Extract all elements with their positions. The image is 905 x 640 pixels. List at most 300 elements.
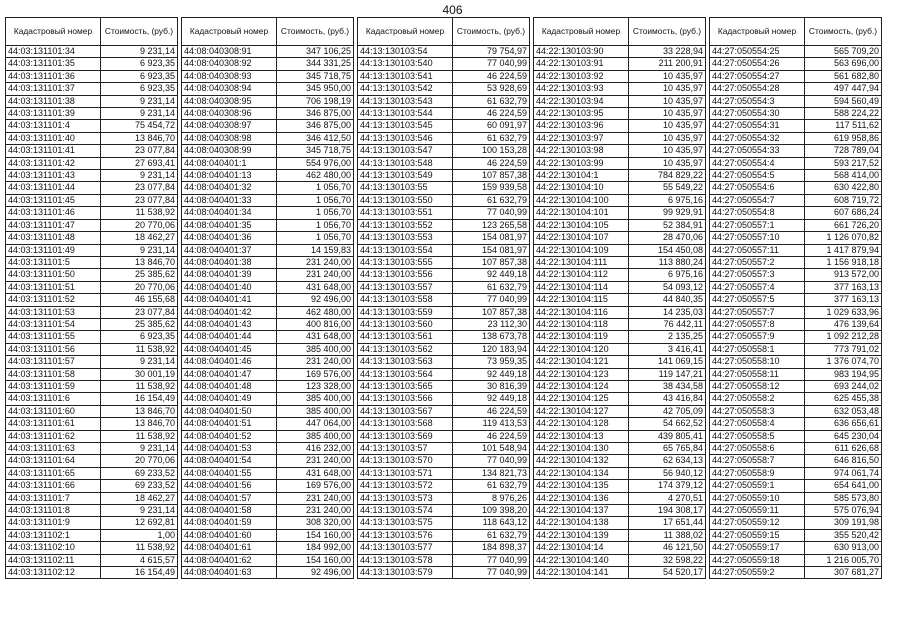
cadastral-number-cell: 44:13:130103:561: [358, 331, 453, 343]
cadastral-number-cell: 44:27:050554:27: [710, 70, 805, 82]
cadastral-number-cell: 44:13:130103:555: [358, 256, 453, 268]
table-row: [358, 232, 530, 244]
cost-cell: 194 308,17: [629, 505, 706, 517]
header-row: [534, 18, 706, 46]
cadastral-number-cell: 44:03:131101:4: [6, 120, 101, 132]
table-row: [6, 455, 178, 467]
cadastral-number-cell: 44:03:131101:50: [6, 269, 101, 281]
cost-cell: 6 923,35: [101, 70, 178, 82]
cadastral-number-cell: 44:22:130103:94: [534, 95, 629, 107]
cadastral-number-cell: 44:13:130103:550: [358, 194, 453, 206]
cost-cell: 53 928,69: [453, 83, 530, 95]
cadastral-number-cell: 44:27:050554:8: [710, 207, 805, 219]
cadastral-number-cell: 44:08:040401:42: [182, 306, 277, 318]
table-row: [534, 281, 706, 293]
cadastral-number-cell: 44:27:050558:10: [710, 356, 805, 368]
table-row: [710, 455, 882, 467]
table-row: [182, 95, 354, 107]
cost-cell: 109 398,20: [453, 505, 530, 517]
cadastral-number-cell: 44:03:131101:41: [6, 145, 101, 157]
cadastral-number-cell: 44:13:130103:557: [358, 281, 453, 293]
cadastral-number-cell: 44:03:131101:60: [6, 405, 101, 417]
cadastral-number-cell: 44:13:130103:55: [358, 182, 453, 194]
cost-cell: 154 160,00: [277, 529, 354, 541]
cadastral-number-cell: 44:27:050559:12: [710, 517, 805, 529]
table-row: [6, 480, 178, 492]
cadastral-number-cell: 44:08:040401:44: [182, 331, 277, 343]
table-row: [534, 256, 706, 268]
cost-cell: 497 447,94: [805, 83, 882, 95]
table-row: [6, 294, 178, 306]
cost-cell: 54 093,12: [629, 281, 706, 293]
cadastral-number-cell: 44:08:040308:98: [182, 132, 277, 144]
cadastral-number-cell: 44:22:130103:95: [534, 108, 629, 120]
cadastral-number-cell: 44:13:130103:546: [358, 132, 453, 144]
table-row: [534, 492, 706, 504]
cost-cell: 54 662,52: [629, 418, 706, 430]
cadastral-number-cell: 44:08:040308:92: [182, 58, 277, 70]
table-row: [6, 368, 178, 380]
cadastral-number-cell: 44:27:050558:9: [710, 467, 805, 479]
cadastral-number-cell: 44:13:130103:563: [358, 356, 453, 368]
cost-cell: 61 632,79: [453, 529, 530, 541]
cadastral-number-cell: 44:27:050557:3: [710, 269, 805, 281]
cadastral-number-cell: 44:13:130103:551: [358, 207, 453, 219]
cost-cell: 377 163,13: [805, 281, 882, 293]
cadastral-number-cell: 44:08:040401:40: [182, 281, 277, 293]
cadastral-number-cell: 44:03:131101:45: [6, 194, 101, 206]
cadastral-number-cell: 44:13:130103:54: [358, 46, 453, 58]
cost-cell: 76 442,11: [629, 318, 706, 330]
cost-cell: 6 923,35: [101, 331, 178, 343]
table-row: [358, 331, 530, 343]
table-row: [182, 145, 354, 157]
table-row: [6, 108, 178, 120]
cost-cell: 154 450,08: [629, 244, 706, 256]
table-row: [6, 182, 178, 194]
table-row: [710, 405, 882, 417]
cadastral-number-cell: 44:03:131101:9: [6, 517, 101, 529]
table-row: [710, 58, 882, 70]
cost-cell: 1 056,70: [277, 207, 354, 219]
cost-cell: 69 233,52: [101, 480, 178, 492]
table-row: [534, 380, 706, 392]
cost-cell: 1 126 070,82: [805, 232, 882, 244]
table-row: [358, 269, 530, 281]
table-row: [6, 542, 178, 554]
cadastral-number-cell: 44:13:130103:554: [358, 244, 453, 256]
cost-cell: 43 416,84: [629, 393, 706, 405]
cost-cell: 16 154,49: [101, 393, 178, 405]
table-row: [534, 145, 706, 157]
table-row: [710, 306, 882, 318]
table-row: [710, 120, 882, 132]
cost-cell: 92 449,18: [453, 269, 530, 281]
cost-cell: 46 224,59: [453, 405, 530, 417]
cadastral-number-cell: 44:27:050559:11: [710, 505, 805, 517]
cadastral-number-cell: 44:08:040401:1: [182, 157, 277, 169]
cost-cell: 77 040,99: [453, 567, 530, 579]
table-row: [6, 393, 178, 405]
cadastral-number-cell: 44:13:130103:567: [358, 405, 453, 417]
cost-cell: 12 692,81: [101, 517, 178, 529]
table-row: [6, 157, 178, 169]
table-row: [534, 405, 706, 417]
header-cadastral-number: Кадастровый номер: [358, 18, 453, 46]
table-row: [182, 567, 354, 579]
cadastral-number-cell: 44:08:040401:56: [182, 480, 277, 492]
cost-cell: 77 040,99: [453, 58, 530, 70]
table-row: [534, 567, 706, 579]
table-row: [710, 393, 882, 405]
cost-cell: 119 413,53: [453, 418, 530, 430]
cost-cell: 400 816,00: [277, 318, 354, 330]
cadastral-number-cell: 44:27:050557:9: [710, 331, 805, 343]
table-row: [6, 58, 178, 70]
cadastral-number-cell: 44:22:130104:116: [534, 306, 629, 318]
table-row: [358, 306, 530, 318]
cost-cell: 119 147,21: [629, 368, 706, 380]
cost-cell: 154 081,97: [453, 244, 530, 256]
cadastral-number-cell: 44:03:131101:43: [6, 170, 101, 182]
cadastral-number-cell: 44:03:131101:65: [6, 467, 101, 479]
table-row: [534, 120, 706, 132]
cadastral-number-cell: 44:03:131101:51: [6, 281, 101, 293]
table-row: [710, 83, 882, 95]
cost-cell: 565 709,20: [805, 46, 882, 58]
table-row: [358, 157, 530, 169]
table-row: [358, 58, 530, 70]
cost-cell: 983 194,95: [805, 368, 882, 380]
table-row: [358, 219, 530, 231]
header-row: [6, 18, 178, 46]
table-row: [182, 492, 354, 504]
cadastral-number-cell: 44:03:131101:40: [6, 132, 101, 144]
cadastral-number-cell: 44:27:050554:5: [710, 170, 805, 182]
cadastral-number-cell: 44:27:050558:6: [710, 443, 805, 455]
cost-cell: 61 632,79: [453, 95, 530, 107]
cadastral-number-cell: 44:13:130103:569: [358, 430, 453, 442]
cost-cell: 1,00: [101, 529, 178, 541]
cadastral-number-cell: 44:03:131102:12: [6, 567, 101, 579]
cadastral-number-cell: 44:13:130103:559: [358, 306, 453, 318]
cost-cell: 2 135,25: [629, 331, 706, 343]
table-row: [6, 567, 178, 579]
cost-cell: 9 231,14: [101, 505, 178, 517]
cadastral-number-cell: 44:27:050558:4: [710, 418, 805, 430]
table-row: [534, 331, 706, 343]
cadastral-number-cell: 44:27:050554:4: [710, 157, 805, 169]
cadastral-number-cell: 44:13:130103:578: [358, 554, 453, 566]
table-row: [6, 194, 178, 206]
cost-cell: 1 056,70: [277, 232, 354, 244]
table-row: [358, 380, 530, 392]
table-row: [182, 182, 354, 194]
cost-cell: 117 511,62: [805, 120, 882, 132]
table-row: [6, 83, 178, 95]
cadastral-number-cell: 44:27:050557:7: [710, 306, 805, 318]
cadastral-number-cell: 44:08:040401:57: [182, 492, 277, 504]
table-row: [710, 194, 882, 206]
cadastral-number-cell: 44:27:050557:1: [710, 219, 805, 231]
cadastral-number-cell: 44:22:130104:10: [534, 182, 629, 194]
cost-cell: 11 388,02: [629, 529, 706, 541]
cadastral-number-cell: 44:27:050554:31: [710, 120, 805, 132]
cadastral-number-cell: 44:03:131101:47: [6, 219, 101, 231]
cadastral-number-cell: 44:27:050559:18: [710, 554, 805, 566]
cost-cell: 56 940,12: [629, 467, 706, 479]
table-row: [6, 517, 178, 529]
cost-cell: 18 462,27: [101, 232, 178, 244]
cadastral-number-cell: 44:22:130104:13: [534, 430, 629, 442]
cadastral-number-cell: 44:22:130104:115: [534, 294, 629, 306]
table-row: [358, 244, 530, 256]
header-cadastral-number: Кадастровый номер: [534, 18, 629, 46]
cadastral-number-cell: 44:03:131101:57: [6, 356, 101, 368]
cost-cell: 563 696,00: [805, 58, 882, 70]
cadastral-number-cell: 44:08:040401:39: [182, 269, 277, 281]
table-row: [6, 46, 178, 58]
cost-cell: 308 320,00: [277, 517, 354, 529]
table-row: [6, 418, 178, 430]
cadastral-number-cell: 44:03:131101:59: [6, 380, 101, 392]
table-row: [6, 232, 178, 244]
table-row: [358, 145, 530, 157]
table-row: [6, 443, 178, 455]
cadastral-number-cell: 44:08:040401:33: [182, 194, 277, 206]
table-row: [6, 207, 178, 219]
cost-cell: 11 538,92: [101, 430, 178, 442]
table-row: [182, 554, 354, 566]
cost-cell: 42 705,09: [629, 405, 706, 417]
table-row: [534, 430, 706, 442]
table-row: [534, 480, 706, 492]
table-row: [710, 505, 882, 517]
table-row: [182, 405, 354, 417]
table-row: [358, 83, 530, 95]
table-row: [182, 443, 354, 455]
cadastral-number-cell: 44:13:130103:558: [358, 294, 453, 306]
table-row: [710, 554, 882, 566]
table-row: [358, 368, 530, 380]
cost-cell: 169 576,00: [277, 480, 354, 492]
cost-cell: 1 417 879,94: [805, 244, 882, 256]
table-row: [182, 219, 354, 231]
table-row: [6, 343, 178, 355]
cost-cell: 38 434,58: [629, 380, 706, 392]
cost-cell: 345 718,75: [277, 70, 354, 82]
cost-cell: 184 992,00: [277, 542, 354, 554]
cost-cell: 60 091,97: [453, 120, 530, 132]
cadastral-number-cell: 44:22:130104:107: [534, 232, 629, 244]
cadastral-number-cell: 44:08:040401:55: [182, 467, 277, 479]
table-row: [6, 430, 178, 442]
cost-cell: 231 240,00: [277, 356, 354, 368]
table-row: [710, 182, 882, 194]
table-row: [358, 529, 530, 541]
cost-cell: 107 857,38: [453, 306, 530, 318]
table-row: [6, 380, 178, 392]
table-row: [710, 443, 882, 455]
table-row: [710, 331, 882, 343]
table-row: [182, 58, 354, 70]
table-row: [534, 132, 706, 144]
cadastral-number-cell: 44:13:130103:544: [358, 108, 453, 120]
cost-cell: 431 648,00: [277, 281, 354, 293]
table-row: [6, 529, 178, 541]
cost-cell: 6 923,35: [101, 58, 178, 70]
cadastral-number-cell: 44:08:040401:41: [182, 294, 277, 306]
header-cost: Стоимость, (руб.): [453, 18, 530, 46]
cost-cell: 462 480,00: [277, 306, 354, 318]
table-row: [358, 480, 530, 492]
cost-cell: 636 656,61: [805, 418, 882, 430]
cost-cell: 10 435,97: [629, 95, 706, 107]
cadastral-number-cell: 44:22:130104:118: [534, 318, 629, 330]
cadastral-number-cell: 44:03:131101:49: [6, 244, 101, 256]
table-row: [6, 318, 178, 330]
table-row: [358, 46, 530, 58]
table-row: [710, 46, 882, 58]
cost-cell: 231 240,00: [277, 256, 354, 268]
cadastral-number-cell: 44:03:131101:48: [6, 232, 101, 244]
cadastral-number-cell: 44:27:050554:25: [710, 46, 805, 58]
table-row: [710, 418, 882, 430]
cadastral-number-cell: 44:03:131101:42: [6, 157, 101, 169]
table-row: [534, 83, 706, 95]
cadastral-number-cell: 44:13:130103:564: [358, 368, 453, 380]
table-row: [182, 120, 354, 132]
cadastral-number-cell: 44:13:130103:553: [358, 232, 453, 244]
cost-cell: 355 520,42: [805, 529, 882, 541]
cost-cell: 6 923,35: [101, 83, 178, 95]
cost-cell: 154 081,97: [453, 232, 530, 244]
table-row: [358, 393, 530, 405]
register-table-1: [5, 17, 178, 579]
cadastral-number-cell: 44:13:130103:573: [358, 492, 453, 504]
cost-cell: 10 435,97: [629, 108, 706, 120]
table-row: [710, 244, 882, 256]
cadastral-number-cell: 44:13:130103:547: [358, 145, 453, 157]
cadastral-number-cell: 44:13:130103:543: [358, 95, 453, 107]
cost-cell: 625 455,38: [805, 393, 882, 405]
cadastral-number-cell: 44:03:131102:10: [6, 542, 101, 554]
table-row: [358, 492, 530, 504]
cost-cell: 159 939,58: [453, 182, 530, 194]
cost-cell: 99 929,91: [629, 207, 706, 219]
cost-cell: 1 092 212,28: [805, 331, 882, 343]
table-row: [710, 256, 882, 268]
cost-cell: 79 754,97: [453, 46, 530, 58]
cadastral-number-cell: 44:13:130103:566: [358, 393, 453, 405]
cost-cell: 11 538,92: [101, 207, 178, 219]
cadastral-number-cell: 44:22:130104:132: [534, 455, 629, 467]
cadastral-number-cell: 44:22:130104:100: [534, 194, 629, 206]
header-cost: Стоимость, (руб.): [629, 18, 706, 46]
table-row: [182, 256, 354, 268]
cadastral-number-cell: 44:08:040308:94: [182, 83, 277, 95]
cost-cell: 1 056,70: [277, 182, 354, 194]
cadastral-number-cell: 44:03:131101:54: [6, 318, 101, 330]
table-row: [358, 505, 530, 517]
cost-cell: 61 632,79: [453, 480, 530, 492]
table-row: [182, 467, 354, 479]
cost-cell: 1 216 005,70: [805, 554, 882, 566]
cadastral-number-cell: 44:22:130104:1: [534, 170, 629, 182]
cadastral-number-cell: 44:13:130103:540: [358, 58, 453, 70]
table-row: [6, 269, 178, 281]
cost-cell: 13 846,70: [101, 418, 178, 430]
table-row: [358, 430, 530, 442]
table-row: [6, 554, 178, 566]
cadastral-number-cell: 44:22:130104:130: [534, 443, 629, 455]
cadastral-number-cell: 44:22:130104:127: [534, 405, 629, 417]
cadastral-number-cell: 44:08:040401:52: [182, 430, 277, 442]
cost-cell: 575 076,94: [805, 505, 882, 517]
cadastral-number-cell: 44:13:130103:552: [358, 219, 453, 231]
cost-cell: 20 770,06: [101, 455, 178, 467]
cadastral-number-cell: 44:22:130104:124: [534, 380, 629, 392]
cost-cell: 654 641,00: [805, 480, 882, 492]
cadastral-number-cell: 44:08:040401:47: [182, 368, 277, 380]
cadastral-number-cell: 44:27:050557:10: [710, 232, 805, 244]
table-row: [534, 182, 706, 194]
table-row: [710, 492, 882, 504]
cadastral-number-cell: 44:22:130104:135: [534, 480, 629, 492]
table-row: [6, 505, 178, 517]
cost-cell: 10 435,97: [629, 145, 706, 157]
table-row: [358, 207, 530, 219]
cost-cell: 431 648,00: [277, 331, 354, 343]
table-row: [182, 281, 354, 293]
cost-cell: 630 913,00: [805, 542, 882, 554]
table-row: [358, 517, 530, 529]
cadastral-number-cell: 44:08:040401:45: [182, 343, 277, 355]
cost-cell: 9 231,14: [101, 108, 178, 120]
cadastral-number-cell: 44:27:050558:11: [710, 368, 805, 380]
table-row: [534, 194, 706, 206]
cadastral-number-cell: 44:08:040308:96: [182, 108, 277, 120]
cadastral-number-cell: 44:08:040401:54: [182, 455, 277, 467]
cadastral-number-cell: 44:03:131101:36: [6, 70, 101, 82]
cadastral-number-cell: 44:08:040401:61: [182, 542, 277, 554]
cost-cell: 385 400,00: [277, 430, 354, 442]
table-row: [710, 480, 882, 492]
cadastral-number-cell: 44:08:040401:37: [182, 244, 277, 256]
cost-cell: 13 846,70: [101, 405, 178, 417]
cost-cell: 231 240,00: [277, 492, 354, 504]
cost-cell: 13 846,70: [101, 132, 178, 144]
table-row: [6, 120, 178, 132]
cost-cell: 346 875,00: [277, 120, 354, 132]
cost-cell: 431 648,00: [277, 467, 354, 479]
cost-cell: 120 183,94: [453, 343, 530, 355]
table-row: [6, 70, 178, 82]
table-row: [182, 430, 354, 442]
table-row: [182, 368, 354, 380]
table-row: [182, 269, 354, 281]
table-row: [710, 467, 882, 479]
cost-cell: 46 224,59: [453, 70, 530, 82]
cost-cell: 30 001,19: [101, 368, 178, 380]
cadastral-number-cell: 44:03:131101:37: [6, 83, 101, 95]
table-row: [358, 70, 530, 82]
cadastral-number-cell: 44:22:130104:111: [534, 256, 629, 268]
cost-cell: 73 959,35: [453, 356, 530, 368]
table-row: [710, 318, 882, 330]
cadastral-number-cell: 44:03:131101:38: [6, 95, 101, 107]
table-row: [182, 83, 354, 95]
